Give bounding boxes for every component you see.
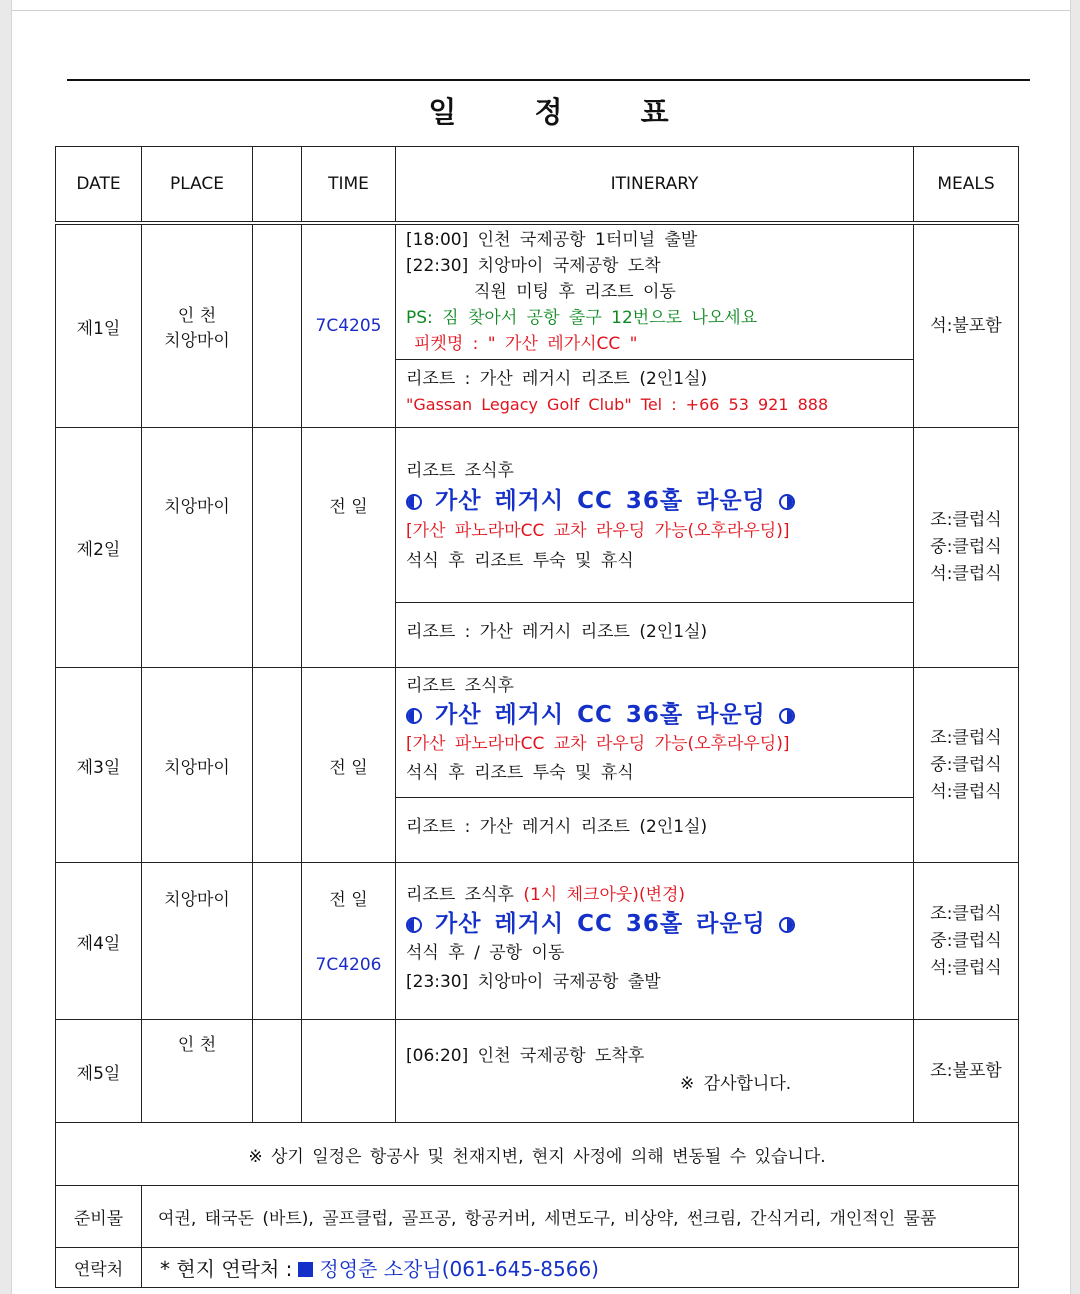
table-row-day4 (56, 863, 1019, 1020)
picket-name: 피켓명 : " 가산 레가시CC " (414, 334, 638, 354)
contact-prefix: * 현지 연락처 : (160, 1257, 293, 1281)
place-cell (142, 668, 253, 863)
blank-cell (253, 428, 302, 668)
blue-square-icon (298, 1262, 313, 1277)
header-row (56, 147, 1019, 224)
place-line: 치앙마이 (164, 757, 230, 778)
day-label: 제5일 (56, 1020, 142, 1123)
table-row-day3 (56, 668, 1019, 863)
half-circle-right-icon (779, 494, 795, 510)
meals-cell (914, 428, 1019, 668)
blank-cell (253, 223, 302, 428)
place-line: 인 천 (177, 1035, 217, 1055)
place-cell (142, 1020, 253, 1123)
blank-cell (253, 863, 302, 1020)
flight-number: 7C4205 (302, 223, 396, 428)
place-line: 인 천 (177, 306, 217, 326)
place-line: 치앙마이 (164, 497, 230, 517)
header-place: PLACE (142, 147, 253, 224)
blank-cell (253, 1020, 302, 1123)
itinerary-line: 직원 미팅 후 리조트 이동 (474, 282, 676, 302)
time-cell: 전 일 (302, 668, 396, 863)
golf-round-line: 가산 레거시 CC 36홀 라운딩 (406, 701, 903, 730)
title-rule (67, 79, 1030, 81)
page-top-edge (12, 10, 1070, 11)
time-label: 전 일 (329, 890, 368, 910)
checkout-change: (1시 체크아웃)(변경) (523, 885, 686, 905)
header-date: DATE (56, 147, 142, 224)
half-circle-right-icon (779, 708, 795, 724)
golf-round-line: 가산 레거시 CC 36홀 라운딩 (406, 486, 903, 516)
place-cell (142, 223, 253, 428)
meals-cell (914, 223, 1019, 428)
half-circle-right-icon (779, 917, 795, 933)
hotel-line: 리조트 : 가산 레거시 리조트 (2인1실) (406, 369, 708, 389)
half-circle-left-icon (406, 494, 422, 510)
itinerary-line: [22:30] 치앙마이 국제공항 도착 (406, 256, 661, 276)
meal-item: 조:클럽식 (930, 510, 1002, 530)
place-cell (142, 428, 253, 668)
prep-label: 준비물 (56, 1186, 142, 1248)
itinerary-cell (396, 428, 914, 668)
meals-cell (914, 668, 1019, 863)
meal-item: 석:클럽식 (930, 781, 1002, 802)
meal-item: 조:불포함 (930, 1060, 1002, 1081)
itinerary-cell (396, 223, 914, 428)
place-cell (142, 863, 253, 1020)
itinerary-line: 리조트 조식후 (1시 체크아웃)(변경) (406, 885, 686, 905)
itinerary-line: [23:30] 치앙마이 국제공항 출발 (406, 972, 661, 992)
hotel-contact: "Gassan Legacy Golf Club" Tel : +66 53 921 888 (406, 395, 829, 414)
notice-text: ※ 상기 일정은 항공사 및 천재지변, 현지 사정에 의해 변동될 수 있습니다. (56, 1123, 1019, 1186)
table-row-day2 (56, 428, 1019, 668)
time-cell (302, 863, 396, 1020)
meal-item: 중:클럽식 (930, 930, 1002, 951)
itinerary-line: 석식 후 리조트 투숙 및 휴식 (406, 551, 634, 571)
itinerary-line: 리조트 조식후 (406, 676, 514, 696)
contact-label: 연락처 (56, 1248, 142, 1288)
time-cell: 전 일 (302, 428, 396, 668)
meal-item: 조:클럽식 (930, 727, 1002, 748)
contact-value (142, 1248, 1019, 1288)
meal-item: 조:클럽식 (930, 903, 1002, 924)
itinerary-option: [가산 파노라마CC 교차 라우딩 가능(오후라우딩)] (406, 521, 790, 541)
meal-item: 석:클럽식 (930, 564, 1002, 584)
table-row-day5 (56, 1020, 1019, 1123)
flight-number: 7C4206 (315, 955, 382, 975)
blank-cell (253, 668, 302, 863)
itinerary-line: 석식 후 리조트 투숙 및 휴식 (406, 763, 634, 783)
prep-row (56, 1186, 1019, 1248)
hotel-line: 리조트 : 가산 레거시 리조트 (2인1실) (406, 622, 708, 642)
itinerary-note: PS: 짐 찾아서 공항 출구 12번으로 나오세요 (406, 308, 758, 328)
prep-value: 여권, 태국돈 (바트), 골프클럽, 골프공, 항공커버, 세면도구, 비상약, 썬크림, 간식거리, 개인적인 물품 (142, 1186, 1019, 1248)
header-blank (253, 147, 302, 224)
schedule-table (55, 146, 1019, 1288)
meal-item: 중:클럽식 (930, 537, 1002, 557)
day-label: 제3일 (56, 668, 142, 863)
notice-row (56, 1123, 1019, 1186)
hotel-line: 리조트 : 가산 레거시 리조트 (2인1실) (406, 817, 708, 837)
itinerary-cell (396, 863, 914, 1020)
table-row-day1 (56, 223, 1019, 428)
itinerary-line: 리조트 조식후 (406, 461, 514, 481)
contact-row (56, 1248, 1019, 1288)
itinerary-cell (396, 1020, 914, 1123)
header-itinerary: ITINERARY (396, 147, 914, 224)
place-line: 치앙마이 (164, 331, 230, 351)
meal-item: 석:클럽식 (930, 957, 1002, 978)
header-meals: MEALS (914, 147, 1019, 224)
contact-name-phone: 정영춘 소장님(061-645-8566) (319, 1257, 599, 1281)
itinerary-cell (396, 668, 914, 863)
time-cell (302, 1020, 396, 1123)
page-title: 일 정 표 (428, 95, 703, 129)
day-label: 제2일 (56, 428, 142, 668)
day-label: 제1일 (56, 223, 142, 428)
day-label: 제4일 (56, 863, 142, 1020)
header-time: TIME (302, 147, 396, 224)
half-circle-left-icon (406, 708, 422, 724)
meals-cell (914, 1020, 1019, 1123)
itinerary-option: [가산 파노라마CC 교차 라우딩 가능(오후라우딩)] (406, 734, 790, 754)
golf-round-line: 가산 레거시 CC 36홀 라운딩 (406, 910, 903, 939)
meal-item: 석:불포함 (930, 315, 1002, 336)
itinerary-line: 석식 후 / 공항 이동 (406, 943, 565, 963)
thanks-line: ※ 감사합니다. (680, 1074, 792, 1094)
itinerary-line: [18:00] 인천 국제공항 1터미널 출발 (406, 230, 698, 250)
itinerary-line: [06:20] 인천 국제공항 도착후 (406, 1046, 645, 1066)
meal-item: 중:클럽식 (930, 754, 1002, 775)
half-circle-left-icon (406, 917, 422, 933)
place-line: 치앙마이 (164, 890, 230, 910)
meals-cell (914, 863, 1019, 1020)
